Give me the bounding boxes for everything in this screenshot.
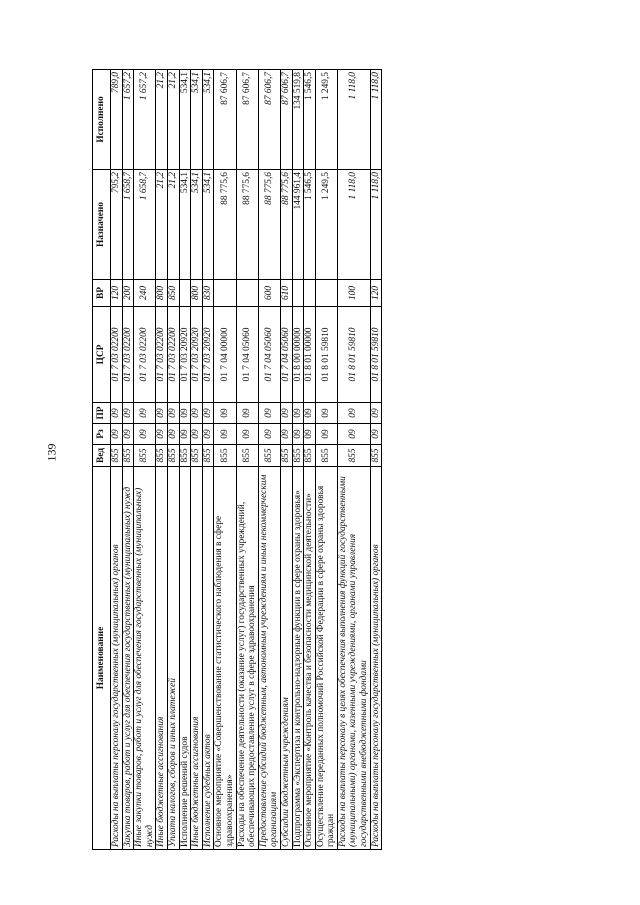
budget-table bbox=[92, 69, 382, 850]
table-row bbox=[304, 70, 316, 850]
cell-rz: 09 bbox=[214, 424, 236, 445]
cell-ved: 855 bbox=[370, 445, 382, 467]
cell-name: Осуществление переданных полномочий Российской Федерации в сфере охраны здоровья граждан bbox=[315, 467, 337, 850]
cell-executed: 1 657,2 bbox=[122, 70, 134, 170]
cell-csr: 01 7 04 05060 bbox=[258, 307, 280, 403]
cell-assigned: 534,1 bbox=[191, 170, 203, 280]
cell-csr: 01 7 03 02200 bbox=[156, 307, 168, 403]
cell-executed: 87 606,7 bbox=[258, 70, 280, 170]
cell-assigned: 21,2 bbox=[167, 170, 179, 280]
cell-pr: 09 bbox=[134, 403, 156, 424]
cell-vr: 600 bbox=[258, 280, 280, 307]
table-row bbox=[236, 70, 258, 850]
cell-executed: 1 546,5 bbox=[304, 70, 316, 170]
cell-csr: 01 7 03 02200 bbox=[122, 307, 134, 403]
cell-csr: 01 7 04 00000 bbox=[214, 307, 236, 403]
cell-name: Расходы на обеспечение деятельности (оказание услуг) государственных учреждений, обеспечивающих предоставление услуг в сфере здравоохранения bbox=[236, 467, 258, 850]
cell-assigned: 88 775,6 bbox=[280, 170, 292, 280]
cell-name: Иные закупки товаров, работ и услуг для обеспечения государственных (муниципальных) нужд bbox=[134, 467, 156, 850]
table-row bbox=[191, 70, 203, 850]
cell-ved: 855 bbox=[236, 445, 258, 467]
cell-assigned: 21,2 bbox=[156, 170, 168, 280]
cell-assigned: 88 775,6 bbox=[236, 170, 258, 280]
cell-name: Основное мероприятие «Контроль качества и безопасности медицинской деятельности» bbox=[304, 467, 316, 850]
cell-vr: 240 bbox=[134, 280, 156, 307]
cell-pr: 09 bbox=[167, 403, 179, 424]
cell-rz: 09 bbox=[122, 424, 134, 445]
table-row bbox=[156, 70, 168, 850]
cell-csr: 01 7 03 02200 bbox=[134, 307, 156, 403]
cell-pr: 09 bbox=[370, 403, 382, 424]
cell-rz: 09 bbox=[280, 424, 292, 445]
cell-executed: 1 118,0 bbox=[337, 70, 370, 170]
cell-csr: 01 8 00 00000 bbox=[292, 307, 304, 403]
table-row bbox=[370, 70, 382, 850]
cell-name: Субсидии бюджетным учреждениям bbox=[280, 467, 292, 850]
table-row bbox=[292, 70, 304, 850]
cell-rz: 09 bbox=[156, 424, 168, 445]
header-executed: Исполнено bbox=[93, 70, 111, 170]
table-row bbox=[202, 70, 214, 850]
page-number: 139 bbox=[44, 443, 59, 462]
cell-ved: 855 bbox=[111, 445, 123, 467]
cell-executed: 87 606,7 bbox=[236, 70, 258, 170]
cell-rz: 09 bbox=[315, 424, 337, 445]
table-row bbox=[111, 70, 123, 850]
cell-csr: 01 7 03 02200 bbox=[111, 307, 123, 403]
cell-name: Предоставление субсидий бюджетным, автономным учреждениям и иным некоммерческим организациям bbox=[258, 467, 280, 850]
header-assigned: Назначено bbox=[93, 170, 111, 280]
cell-ved: 855 bbox=[167, 445, 179, 467]
header-vr: ВР bbox=[93, 280, 111, 307]
cell-vr: 800 bbox=[191, 280, 203, 307]
cell-vr: 200 bbox=[122, 280, 134, 307]
table-row bbox=[258, 70, 280, 850]
cell-name: Иные бюджетные ассигнования bbox=[156, 467, 168, 850]
cell-assigned: 88 775,6 bbox=[258, 170, 280, 280]
table-row bbox=[167, 70, 179, 850]
cell-rz: 09 bbox=[292, 424, 304, 445]
cell-assigned: 1 658,7 bbox=[134, 170, 156, 280]
cell-assigned: 534,1 bbox=[179, 170, 191, 280]
cell-csr: 01 8 01 59810 bbox=[370, 307, 382, 403]
cell-pr: 09 bbox=[280, 403, 292, 424]
cell-pr: 09 bbox=[292, 403, 304, 424]
cell-rz: 09 bbox=[111, 424, 123, 445]
cell-pr: 09 bbox=[304, 403, 316, 424]
cell-executed: 87 606,7 bbox=[214, 70, 236, 170]
cell-csr: 01 7 03 20920 bbox=[191, 307, 203, 403]
table-row bbox=[214, 70, 236, 850]
cell-vr: 610 bbox=[280, 280, 292, 307]
cell-ved: 855 bbox=[134, 445, 156, 467]
table-row bbox=[280, 70, 292, 850]
cell-executed: 87 606,7 bbox=[280, 70, 292, 170]
cell-pr: 09 bbox=[202, 403, 214, 424]
cell-name: Подпрограмма «Экспертиза и контрольно-надзорные функции в сфере охраны здоровья» bbox=[292, 467, 304, 850]
cell-vr: 120 bbox=[111, 280, 123, 307]
cell-ved: 855 bbox=[304, 445, 316, 467]
cell-assigned: 795,2 bbox=[111, 170, 123, 280]
cell-csr: 01 7 03 20920 bbox=[179, 307, 191, 403]
cell-vr bbox=[179, 280, 191, 307]
cell-name: Основное мероприятие «Совершенствование статистического наблюдения в сфере здравоохранения» bbox=[214, 467, 236, 850]
cell-pr: 09 bbox=[111, 403, 123, 424]
table-row bbox=[337, 70, 370, 850]
cell-name: Расходы на выплаты персоналу государственных (муниципальных) органов bbox=[370, 467, 382, 850]
cell-ved: 855 bbox=[202, 445, 214, 467]
cell-pr: 09 bbox=[315, 403, 337, 424]
cell-csr: 01 7 04 05060 bbox=[280, 307, 292, 403]
cell-vr bbox=[214, 280, 236, 307]
cell-executed: 534,1 bbox=[179, 70, 191, 170]
cell-vr: 830 bbox=[202, 280, 214, 307]
cell-ved: 855 bbox=[122, 445, 134, 467]
cell-assigned: 1 249,5 bbox=[315, 170, 337, 280]
cell-executed: 21,2 bbox=[156, 70, 168, 170]
cell-rz: 09 bbox=[258, 424, 280, 445]
cell-pr: 09 bbox=[214, 403, 236, 424]
table-row bbox=[315, 70, 337, 850]
cell-name: Закупка товаров, работ и услуг для обеспечения государственных (муниципальных) нужд bbox=[122, 467, 134, 850]
cell-vr bbox=[304, 280, 316, 307]
cell-pr: 09 bbox=[191, 403, 203, 424]
cell-csr: 01 7 03 02200 bbox=[167, 307, 179, 403]
cell-vr: 100 bbox=[337, 280, 370, 307]
cell-name: Иные бюджетные ассигнования bbox=[191, 467, 203, 850]
cell-executed: 1 249,5 bbox=[315, 70, 337, 170]
cell-name: Уплата налогов, сборов и иных платежей bbox=[167, 467, 179, 850]
cell-assigned: 144 961,4 bbox=[292, 170, 304, 280]
cell-rz: 09 bbox=[236, 424, 258, 445]
cell-ved: 855 bbox=[156, 445, 168, 467]
cell-vr: 800 bbox=[156, 280, 168, 307]
cell-rz: 09 bbox=[337, 424, 370, 445]
cell-pr: 09 bbox=[122, 403, 134, 424]
cell-assigned: 1 658,7 bbox=[122, 170, 134, 280]
cell-executed: 1 118,0 bbox=[370, 70, 382, 170]
cell-vr: 120 bbox=[370, 280, 382, 307]
cell-assigned: 88 775,6 bbox=[214, 170, 236, 280]
cell-vr bbox=[236, 280, 258, 307]
header-name: Наименование bbox=[93, 467, 111, 850]
cell-rz: 09 bbox=[134, 424, 156, 445]
cell-pr: 09 bbox=[236, 403, 258, 424]
cell-assigned: 1 118,0 bbox=[337, 170, 370, 280]
cell-csr: 01 8 01 59810 bbox=[315, 307, 337, 403]
table-row bbox=[134, 70, 156, 850]
cell-rz: 09 bbox=[202, 424, 214, 445]
rotated-page-content bbox=[92, 70, 562, 850]
header-pr: ПР bbox=[93, 403, 111, 424]
cell-ved: 855 bbox=[191, 445, 203, 467]
table-row bbox=[122, 70, 134, 850]
cell-executed: 534,1 bbox=[191, 70, 203, 170]
cell-assigned: 1 546,5 bbox=[304, 170, 316, 280]
cell-csr: 01 7 04 05060 bbox=[236, 307, 258, 403]
cell-executed: 1 657,2 bbox=[134, 70, 156, 170]
table-header-row bbox=[93, 70, 111, 850]
cell-ved: 855 bbox=[179, 445, 191, 467]
cell-name: Исполнение решений судов bbox=[179, 467, 191, 850]
header-rz: Рз bbox=[93, 424, 111, 445]
table-row bbox=[179, 70, 191, 850]
cell-vr bbox=[292, 280, 304, 307]
header-ved: Вед bbox=[93, 445, 111, 467]
cell-rz: 09 bbox=[179, 424, 191, 445]
cell-ved: 855 bbox=[292, 445, 304, 467]
cell-rz: 09 bbox=[191, 424, 203, 445]
cell-ved: 855 bbox=[258, 445, 280, 467]
cell-csr: 01 7 03 20920 bbox=[202, 307, 214, 403]
cell-pr: 09 bbox=[179, 403, 191, 424]
cell-rz: 09 bbox=[370, 424, 382, 445]
cell-pr: 09 bbox=[337, 403, 370, 424]
cell-csr: 01 8 01 00000 bbox=[304, 307, 316, 403]
cell-name: Расходы на выплаты персоналу государственных (муниципальных) органов bbox=[111, 467, 123, 850]
cell-name: Расходы на выплаты персоналу в целях обеспечения выполнения функций государственными (муниципальными) органами, казенными учреждениями, органами управления государственными внебюджетными фондами bbox=[337, 467, 370, 850]
cell-assigned: 1 118,0 bbox=[370, 170, 382, 280]
cell-executed: 134 519,8 bbox=[292, 70, 304, 170]
cell-vr: 850 bbox=[167, 280, 179, 307]
cell-pr: 09 bbox=[258, 403, 280, 424]
cell-ved: 855 bbox=[280, 445, 292, 467]
cell-csr: 01 8 01 59810 bbox=[337, 307, 370, 403]
cell-executed: 789,0 bbox=[111, 70, 123, 170]
cell-pr: 09 bbox=[156, 403, 168, 424]
cell-executed: 534,1 bbox=[202, 70, 214, 170]
cell-rz: 09 bbox=[167, 424, 179, 445]
table-body bbox=[111, 70, 382, 850]
cell-rz: 09 bbox=[304, 424, 316, 445]
cell-vr bbox=[315, 280, 337, 307]
cell-ved: 855 bbox=[214, 445, 236, 467]
cell-assigned: 534,1 bbox=[202, 170, 214, 280]
cell-ved: 855 bbox=[337, 445, 370, 467]
header-csr: ЦСР bbox=[93, 307, 111, 403]
cell-ved: 855 bbox=[315, 445, 337, 467]
cell-executed: 21,2 bbox=[167, 70, 179, 170]
cell-name: Исполнение судебных актов bbox=[202, 467, 214, 850]
